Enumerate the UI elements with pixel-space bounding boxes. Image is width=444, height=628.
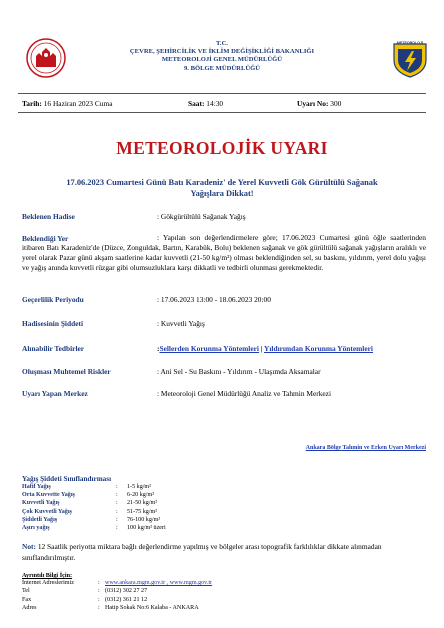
severity-row-colon: :: [116, 492, 118, 499]
note-text: 12 Saatlik periyotta miktara bağlı değerlendirme yapılmış ve bölgeler arası topografik farklılıklar dikkate alınmadan sınıflandırılmıştır.: [22, 542, 382, 562]
contact-row-colon: :: [98, 580, 100, 586]
date-field: [22, 99, 112, 108]
note: [22, 542, 422, 563]
severity-row-value: 100 kg/m² üzeri: [127, 525, 166, 531]
contact-row-name: Adres: [22, 604, 37, 611]
date-label: Tarih:: [22, 99, 42, 108]
header-divider-top: [18, 93, 426, 94]
severity-row-value: 6-20 kg/m²: [127, 492, 155, 499]
contact-title: Ayrıntılı Bilgi İçin:: [22, 572, 73, 579]
contact-row-colon: :: [98, 604, 100, 611]
severity-row-value: 76-100 kg/m²: [127, 516, 161, 523]
issuer-value: : Meteoroloji Genel Müdürlüğü Analiz ve Tahmin Merkezi: [157, 389, 332, 398]
header-line-ministry: ÇEVRE, ŞEHİRCİLİK VE İKLİM DEĞİŞİKLİĞİ BAKANLIĞI: [129, 48, 315, 56]
contact-row-colon: :: [98, 588, 100, 595]
contact-row-value[interactable]: www.ankara.mgm.gov.tr , www.mgm.gov.tr: [105, 580, 213, 586]
measures-label: Alınabilir Tedbirler: [22, 344, 85, 353]
expected-event-label: Beklenen Hadise: [22, 212, 75, 221]
time-label: Saat:: [188, 99, 205, 108]
contact-row: [22, 597, 322, 605]
logo-caption: METEOROLOJİ: [396, 41, 424, 45]
severity-label: Hadisesinin Şiddeti: [22, 319, 83, 328]
contact-row: [22, 588, 322, 596]
warning-subtitle: [30, 177, 414, 199]
header-line-directorate: METEOROLOJİ GENEL MÜDÜRLÜĞÜ: [161, 56, 283, 64]
severity-row: [22, 525, 282, 533]
severity-row-value: 51-75 kg/m²: [127, 508, 158, 515]
severity-row-name: Şiddetli Yağış: [22, 516, 58, 523]
severity-row-colon: :: [116, 508, 118, 515]
expected-event-value: : Gökgürültülü Sağanak Yağış: [157, 212, 246, 221]
severity-classification-title: Yağış Şiddeti Sınıflandırması: [22, 475, 112, 483]
date-value: 16 Haziran 2023 Cuma: [43, 99, 113, 108]
warning-number-label: Uyarı No:: [297, 99, 329, 108]
contact-row: [22, 605, 322, 613]
issuer-label: Uyarı Yapan Merkez: [22, 389, 88, 398]
meteorology-logo: [392, 40, 428, 78]
time-field: [188, 99, 223, 108]
severity-value: : Kuvvetli Yağış: [157, 319, 205, 328]
lightning-protection-link[interactable]: Yıldırımdan Korunma Yöntemleri: [264, 344, 373, 353]
header-line-region: 9. BÖLGE MÜDÜRLÜĞÜ: [183, 64, 260, 72]
severity-row-value: 21-50 kg/m²: [127, 500, 158, 507]
contact-row: [22, 580, 322, 588]
subtitle-line-1: 17.06.2023 Cumartesi Günü Batı Karadeniz' de Yerel Kuvvetli Gök Gürültülü Sağanak: [66, 178, 378, 187]
severity-row-colon: :: [116, 516, 118, 523]
note-label: Not:: [22, 542, 36, 551]
ministry-emblem-logo: [26, 38, 66, 78]
severity-row-colon: :: [116, 500, 118, 507]
regional-center-link[interactable]: Ankara Bölge Tahmin ve Erken Uyarı Merkezi: [305, 445, 426, 451]
measures-separator: |: [258, 344, 265, 353]
severity-row-colon: :: [116, 484, 118, 490]
contact-row-name: Tel: [22, 588, 30, 595]
floods-protection-link[interactable]: Sellerden Korunma Yöntemleri: [159, 344, 259, 353]
severity-row: [22, 492, 282, 500]
measures-value: [157, 344, 373, 353]
contact-row-value: Hatip Sokak No:6 Kalaba - ANKARA: [105, 604, 199, 611]
contact-row-name: İnternet Adreslerimiz: [22, 580, 74, 586]
severity-row: [22, 509, 282, 517]
ministry-header: [110, 40, 334, 73]
severity-row-name: Çok Kuvvetli Yağış: [22, 508, 72, 515]
severity-row-name: Hafif Yağış: [22, 484, 51, 490]
severity-row-name: Kuvvetli Yağış: [22, 500, 60, 507]
contact-row-value: (0312) 361 21 12: [105, 596, 148, 603]
severity-row-colon: :: [116, 525, 118, 531]
contact-row-value: (0312) 302 27 27: [105, 588, 148, 595]
expected-place-label: Beklendiği Yer: [22, 234, 69, 243]
time-value: 14:30: [206, 99, 224, 108]
warning-number-field: [297, 99, 341, 108]
expected-place-text: : Yapılan son değerlendirmelere göre; 17.06.2023 Cumartesi günü öğle saatlerinden itibaren Batı Karadeniz'de (Düzce, Zonguldak, Bartın, Karabük, Bolu) beklenen sağanak ve gök gürültülü sağanak yağışların aralıklı ve yerel olarak Pazar günü akşam saatlerine kadar kuvvetli (21-50 kg/m²) olması beklendiğinden sel, su baskını, yıldırım, yerel dolu yağışı ve yağış anında kuvvetli rüzgar gibi olumsuzluklara karşı dikkatli ve tedbirli olunması gerekmektedir.: [22, 233, 426, 273]
contact-row-colon: :: [98, 596, 100, 603]
severity-row-name: Aşırı yağış: [22, 525, 50, 531]
severity-row: [22, 484, 282, 492]
severity-row: [22, 500, 282, 508]
validity-value: : 17.06.2023 13:00 - 18.06.2023 20:00: [157, 295, 271, 304]
contact-row-name: Fax: [22, 596, 32, 603]
header-line-tc: T.C.: [216, 40, 228, 47]
page-title: METEOROLOJİK UYARI: [116, 138, 328, 158]
severity-row-value: 1-5 kg/m²: [127, 484, 152, 490]
measures-colon: :: [157, 344, 160, 353]
subtitle-line-2: Yağışlara Dikkat!: [190, 189, 254, 198]
severity-row-name: Orta Kuvvette Yağış: [22, 492, 75, 499]
severity-row: [22, 517, 282, 525]
warning-number-value: 300: [330, 99, 342, 108]
validity-label: Geçerlilik Periyodu: [22, 295, 84, 304]
risks-label: Oluşması Muhtemel Riskler: [22, 367, 111, 376]
header-divider-bottom: [18, 112, 426, 113]
risks-value: : Ani Sel - Su Baskını - Yıldırım - Ulaşımda Aksamalar: [157, 367, 321, 376]
